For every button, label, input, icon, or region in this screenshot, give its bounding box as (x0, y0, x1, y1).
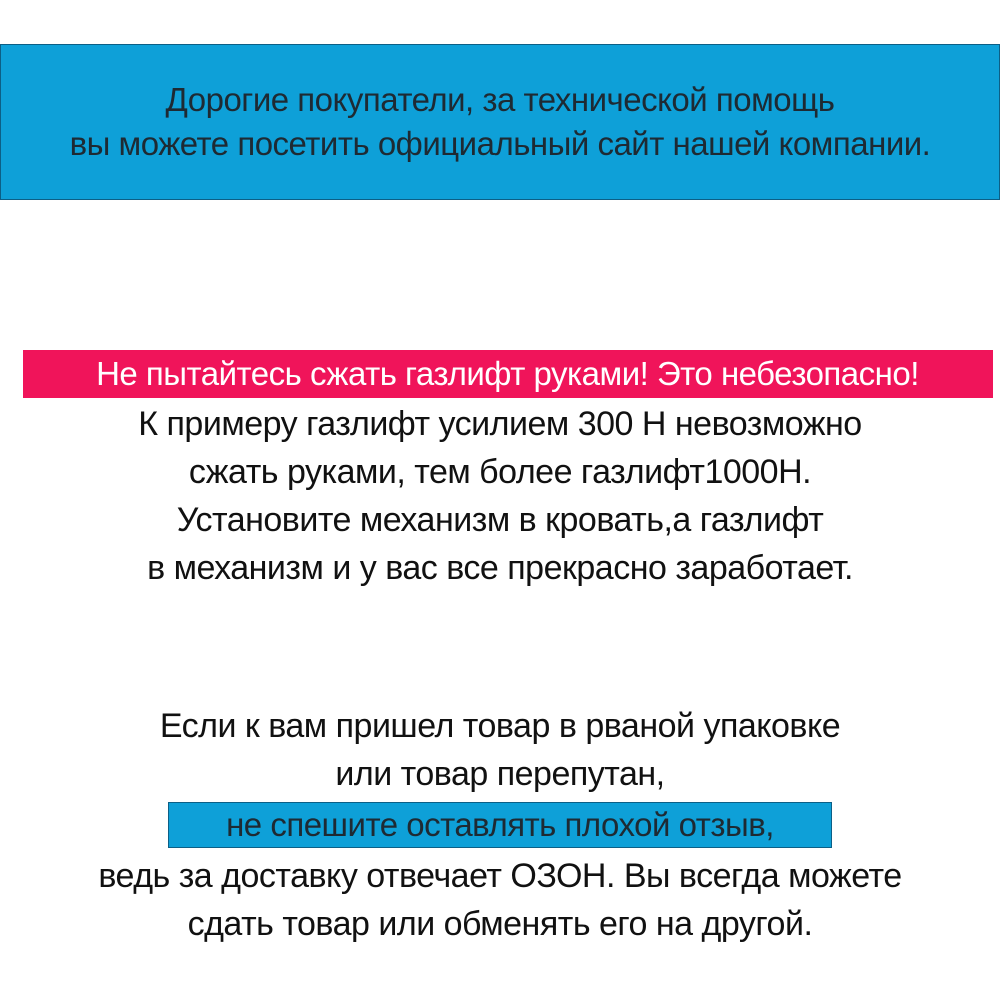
delivery-line-3: ведь за доставку отвечает ОЗОН. Вы всегда можете (98, 857, 902, 895)
safety-warning-strip: Не пытайтесь сжать газлифт руками! Это небезопасно! (23, 350, 993, 398)
delivery-line-4: сдать товар или обменять его на другой. (187, 905, 813, 943)
delivery-highlight-row (0, 798, 1000, 852)
safety-line-2: сжать руками, тем более газлифт1000Н. (188, 453, 812, 491)
safety-line-4: в механизм и у вас все прекрасно заработает. (147, 549, 853, 587)
safety-line-1: К примеру газлифт усилием 300 Н невозможно (138, 405, 862, 443)
safety-instructions (0, 400, 1000, 592)
support-banner-line-2: вы можете посетить официальный сайт нашей компании. (69, 125, 931, 162)
delivery-notice-section (0, 702, 1000, 948)
support-banner (0, 44, 1000, 200)
delivery-line-1: Если к вам пришел товар в рваной упаковке (159, 707, 841, 745)
delivery-line-2: или товар перепутан, (335, 755, 665, 793)
safety-line-3: Установите механизм в кровать,а газлифт (176, 501, 824, 539)
support-banner-line-1: Дорогие покупатели, за технической помощь (165, 81, 835, 118)
delivery-highlight-box: не спешите оставлять плохой отзыв, (168, 802, 832, 848)
safety-section (0, 350, 1000, 592)
